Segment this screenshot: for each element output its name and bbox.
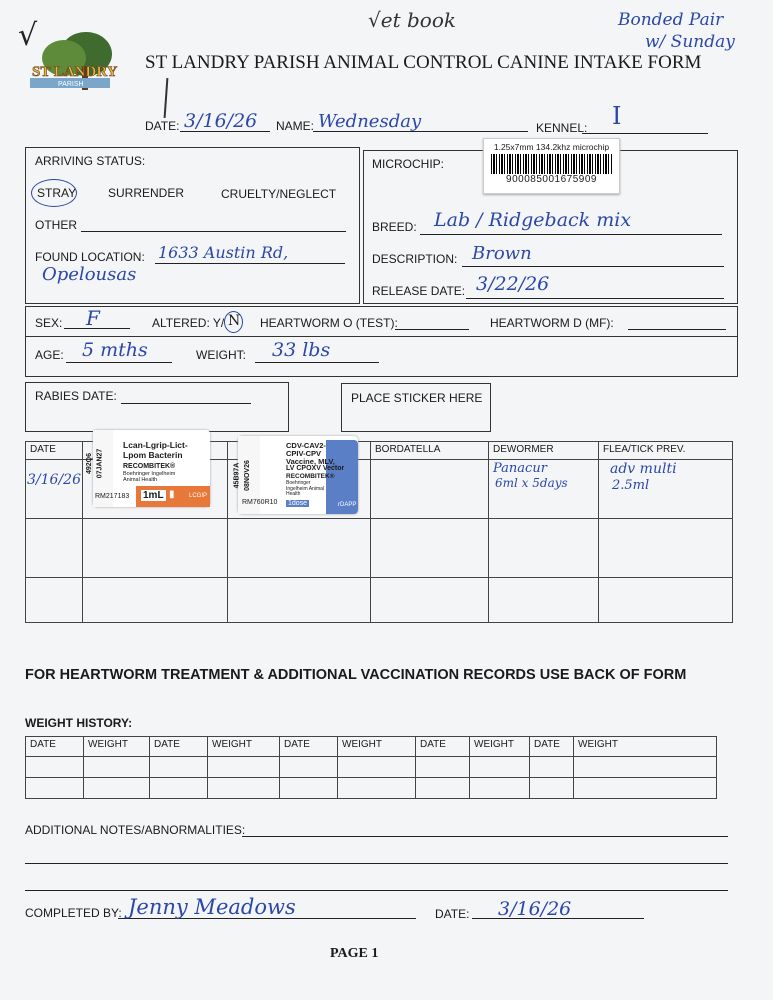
found-location-value-2[interactable]: Opelousas [42,264,137,285]
vaccine-header-dewormer: DEWORMER [489,442,599,460]
sticker-dose: 1mL [143,490,164,501]
vaccine-header-flea-tick: FLEA/TICK PREV. [599,442,733,460]
microchip-sticker-title: 1.25x7mm 134.2khz microchip [493,142,610,152]
release-date-line [466,298,724,299]
kennel-label: KENNEL: [536,121,588,135]
back-of-form-notice: FOR HEARTWORM TREATMENT & ADDITIONAL VACCINATION RECORDS USE BACK OF FORM [25,667,687,683]
microchip-number: 900085001675909 [506,174,597,185]
svg-text:ST LANDRY: ST LANDRY [32,64,118,80]
notes-line-3 [25,890,728,891]
release-date-label: RELEASE DATE: [372,284,466,298]
form-title: ST LANDRY PARISH ANIMAL CONTROL CANINE INTAKE FORM [145,52,702,73]
age-label: AGE: [35,348,64,362]
weight-label: WEIGHT: [196,348,246,362]
sticker-lot: RM217183 [95,493,130,500]
found-location-value-1[interactable]: 1633 Austin Rd, [158,243,289,262]
release-date-value[interactable]: 3/22/26 [476,273,550,295]
heartworm-o-label: HEARTWORM O (TEST): [260,316,398,330]
breed-label: BREED: [372,220,417,234]
name-label: NAME: [276,119,315,133]
flea-row1-line2[interactable]: 2.5ml [612,478,650,493]
breed-value[interactable]: Lab / Ridgeback mix [434,209,632,231]
found-location-label: FOUND LOCATION: [35,250,145,264]
sticker-side-lot: 492Q6 [86,452,94,475]
other-line [81,231,346,232]
status-cruelty[interactable]: CRUELTY/NEGLECT [221,187,337,201]
handwritten-note-bonded: Bonded Pair [618,10,724,30]
name-value[interactable]: Wednesday [318,111,422,132]
wh-weight-1: WEIGHT [84,737,150,757]
weight-value[interactable]: 33 lbs [272,339,331,361]
sticker-line1: Lcan-Lgrip-Lict- [123,440,188,450]
age-value[interactable]: 5 mths [82,339,148,361]
microchip-label: MICROCHIP: [372,157,444,171]
flea-row1-line1[interactable]: adv multi [610,461,677,477]
arriving-status-heading: ARRIVING STATUS: [35,154,146,168]
wh-date-4: DATE [416,737,470,757]
notes-line-2 [25,863,728,864]
sticker-line4: LV CPOXV Vector [286,465,345,472]
age-line [66,362,172,363]
table-row [26,757,717,778]
svg-text:PARISH: PARISH [58,81,84,88]
status-surrender[interactable]: SURRENDER [108,186,185,200]
altered-circle [224,311,243,333]
wh-weight-3: WEIGHT [338,737,416,757]
page-label: PAGE 1 [330,946,379,961]
weight-history-heading: WEIGHT HISTORY: [25,716,133,730]
dog-icon: ▮ [169,489,175,500]
notes-line-1 [242,836,728,837]
microchip-barcode [491,154,613,174]
wh-weight-2: WEIGHT [208,737,280,757]
stray-circle [31,179,77,207]
check-mark: √ [18,18,38,53]
wh-date-2: DATE [150,737,208,757]
wh-date-1: DATE [26,737,84,757]
table-row [26,578,733,623]
other-label: OTHER [35,218,77,232]
handwritten-note-sunday: w/ Sunday [645,32,735,52]
altered-value[interactable]: N [228,313,241,329]
sex-label: SEX: [35,316,63,330]
status-stray[interactable]: STRAY [37,186,77,200]
description-line [462,266,724,267]
sticker-line1: CDV-CAV2- [286,441,326,450]
heartworm-o-line [395,329,469,330]
sticker-maker: Boehringer Ingelheim Animal Health [123,471,176,483]
sticker-line2: CPIV-CPV [286,449,322,458]
dewormer-row1-line2[interactable]: 6ml x 5days [495,476,568,490]
sticker-line2: Lpom Bacterin [123,450,183,460]
table-row [26,778,717,799]
footer-date-label: DATE: [435,907,470,921]
sticker-maker: Boehringer Ingelheim Animal Health [286,480,325,497]
wh-weight-4: WEIGHT [470,737,530,757]
dewormer-row1-line1[interactable]: Panacur [493,461,547,476]
handwritten-note-center: √et book [368,8,456,32]
wh-weight-5: WEIGHT [574,737,717,757]
parish-logo [26,28,118,98]
sticker-line3: Vaccine, MLV, [286,457,335,466]
sticker-side-exp: 07JAN27 [96,448,104,479]
completed-by-label: COMPLETED BY: [25,906,122,920]
kennel-value[interactable]: I [612,102,622,130]
vaccine-header-date: DATE [26,442,83,460]
rabies-date-line [121,403,251,404]
sex-value[interactable]: F [86,306,100,330]
sticker-side-lot: 45B97A [233,462,241,489]
sticker-brand: RECOMBITEK® [286,473,335,480]
wh-date-3: DATE [280,737,338,757]
date-value[interactable]: 3/16/26 [184,110,258,132]
altered-label: ALTERED: Y/ [152,316,225,330]
sticker-dose: 1dose [288,500,308,507]
heartworm-d-label: HEARTWORM D (MF): [490,316,614,330]
additional-notes-label: ADDITIONAL NOTES/ABNORMALITIES: [25,823,246,837]
weight-line [255,362,379,363]
wh-date-5: DATE [530,737,574,757]
description-label: DESCRIPTION: [372,252,458,266]
vaccine-sticker-lepto [86,430,210,507]
sticker-code: LCGIP [189,493,208,499]
vaccine-date-row1[interactable]: 3/16/26 [27,472,81,488]
kennel-line [582,133,708,134]
sticker-lot: RM760R10 [242,499,278,506]
vaccine-sticker-dapp [233,436,358,514]
heartworm-d-line [628,329,726,330]
weight-history-table [25,736,717,799]
rabies-date-label: RABIES DATE: [35,389,117,403]
sticker-side-exp: 08NOV26 [243,460,251,491]
table-row [26,519,733,578]
description-value[interactable]: Brown [472,243,532,264]
vaccine-header-bordatella: BORDATELLA [371,442,489,460]
sticker-code: rDAPP [338,502,357,508]
breed-line [420,234,722,235]
sticker-brand: RECOMBITEK® [123,463,176,470]
found-location-line [155,263,345,264]
footer-date-value[interactable]: 3/16/26 [498,898,572,920]
pen-mark [164,78,169,118]
microchip-sticker [483,138,620,194]
date-label: DATE: [145,119,180,133]
place-sticker-label: PLACE STICKER HERE [351,391,483,405]
completed-by-signature[interactable]: Jenny Meadows [128,895,296,919]
